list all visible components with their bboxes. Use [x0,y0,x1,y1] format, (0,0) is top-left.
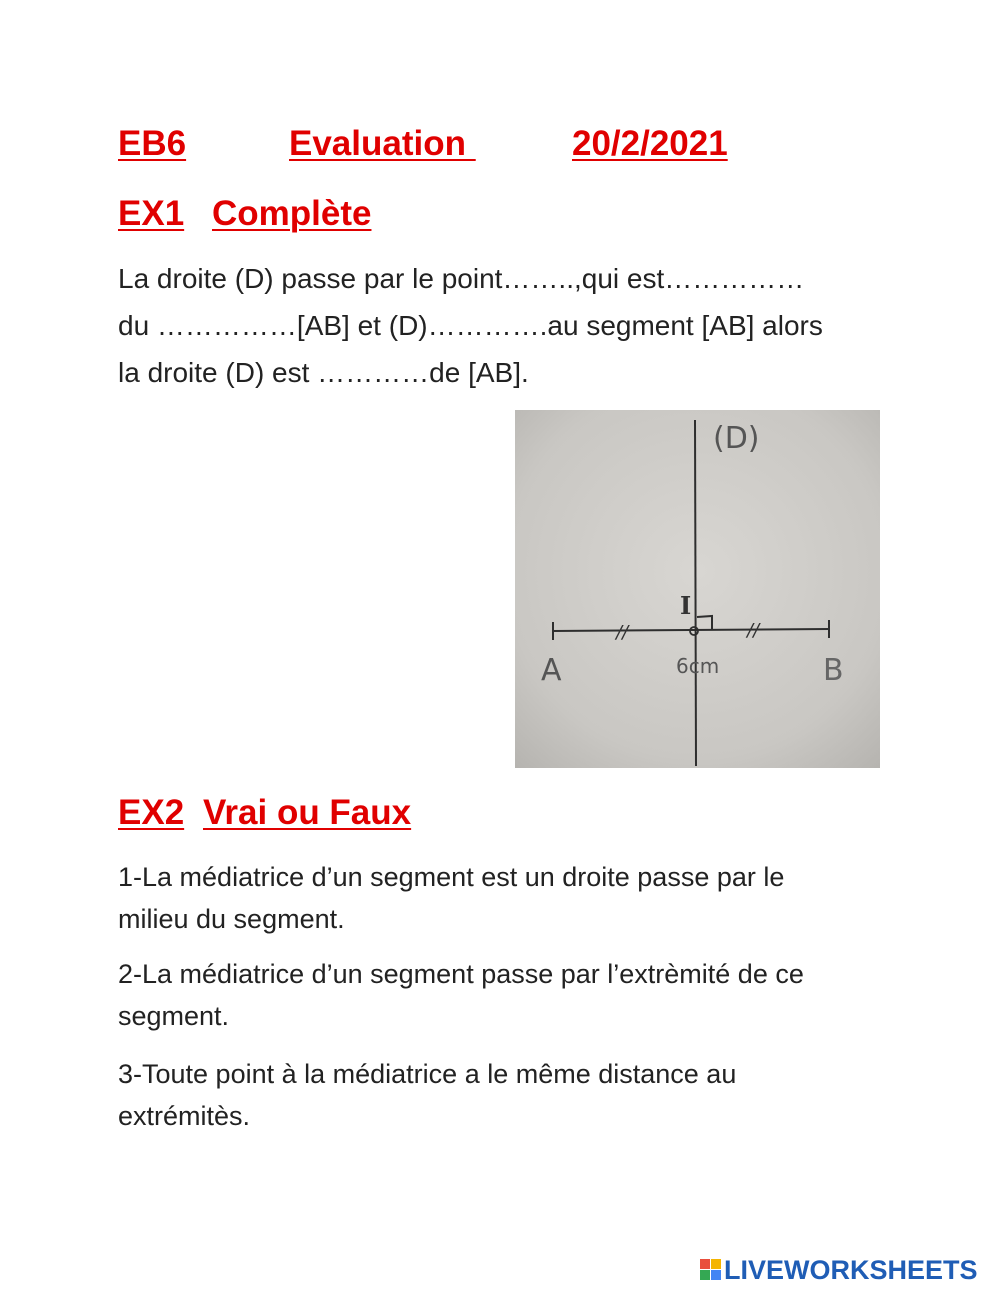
equal-ticks-right: // [747,620,760,641]
line-d-label: (D) [713,421,760,456]
evaluation-title: Evaluation [289,124,476,163]
equal-ticks-left: // [616,622,629,643]
ex2-item-2 [118,953,898,1037]
ex1-line-2: du ……………[AB] et (D)………….au segment [AB] alors [118,310,823,341]
evaluation-date: 20/2/2021 [572,124,728,163]
point-i-label: I [680,591,692,620]
ex1-line-3: la droite (D) est …………de [AB]. [118,357,529,388]
ex2-title: Vrai ou Faux [203,793,412,832]
line-d [695,420,696,766]
brand-name: LIVEWORKSHEETS [724,1254,978,1285]
liveworksheets-logo [700,1255,978,1285]
point-b-label: B [823,653,844,688]
ex2-item-3-line-2: extrémitès. [118,1101,251,1131]
ex2-item-2-line-2: segment. [118,1001,230,1031]
liveworksheets-icon [700,1259,722,1281]
length-label: 6cm [676,654,720,678]
ex2-item-1-line-2: milieu du segment. [118,904,345,934]
ex2-item-3-line-1: 3-Toute point à la médiatrice a le même distance au [118,1059,737,1089]
perpendicular-bisector-figure [515,410,880,768]
ex2-number: EX2 [118,793,185,832]
point-a-label: A [541,653,562,688]
ex2-item-2-line-1: 2-La médiatrice d’un segment passe par l’extrèmité de ce [118,959,804,989]
ex1-number: EX1 [118,194,185,233]
figure-drawing [515,410,880,768]
ex2-item-1 [118,856,898,940]
class-label: EB6 [118,124,187,163]
ex1-paragraph [118,255,888,396]
ex2-item-3 [118,1053,898,1137]
ex1-title: Complète [212,194,372,233]
ex2-item-1-line-1: 1-La médiatrice d’un segment est un droite passe par le [118,862,785,892]
ex1-line-1: La droite (D) passe par le point……..,qui est…………… [118,263,805,294]
paper-background [515,410,880,768]
